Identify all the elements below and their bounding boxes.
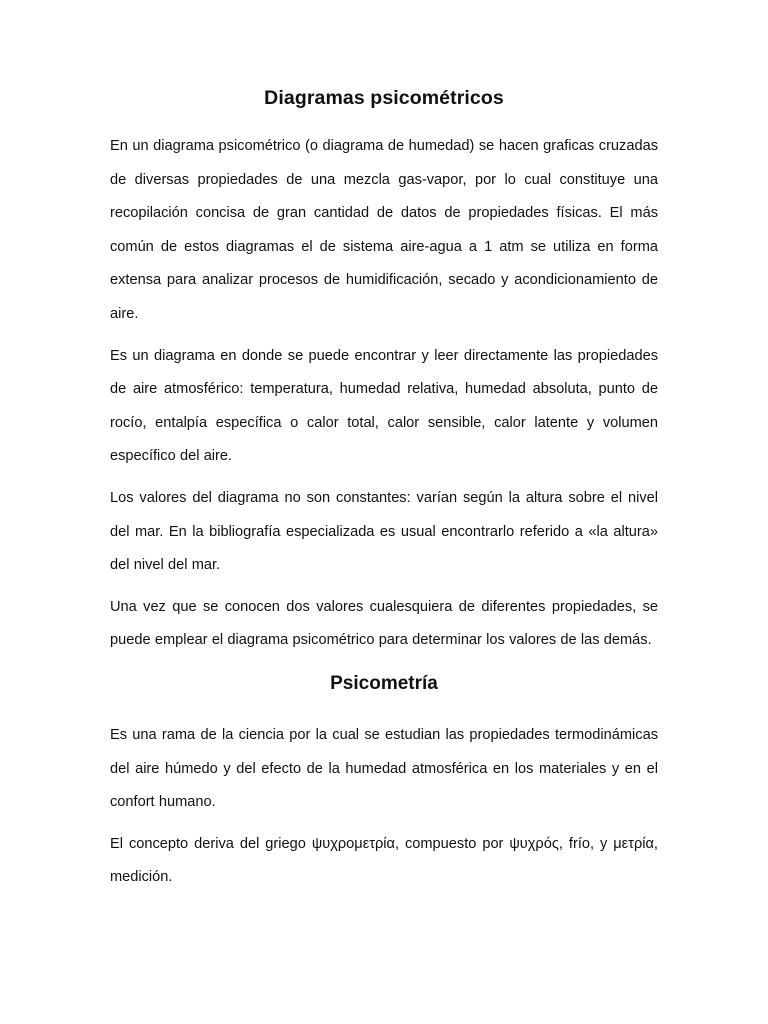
spacer <box>110 583 658 591</box>
spacer <box>110 700 658 719</box>
paragraph-psicometria-definition: Es una rama de la ciencia por la cual se estudian las propiedades termodinámicas del aire húmedo y del efecto de la humedad atmosférica en los materiales y en el confort humano. <box>110 726 658 811</box>
paragraph-altitude: Los valores del diagrama no son constantes: varían según la altura sobre el nivel del mar. En la bibliografía especializada es usual encontrarlo referido a «la altura» del nivel del mar. <box>110 489 658 574</box>
spacer <box>110 114 658 130</box>
paragraph-etymology: El concepto deriva del griego ψυχρομετρία, compuesto por ψυχρός, frío, y μετρία, medición. <box>110 835 658 886</box>
spacer <box>110 332 658 340</box>
document-title: Diagramas psicométricos <box>264 87 504 109</box>
document-content <box>110 82 658 895</box>
spacer <box>110 658 658 668</box>
paragraph-definition: En un diagrama psicométrico (o diagrama de humedad) se hacen graficas cruzadas de diversas propiedades de una mezcla gas-vapor, por lo cual constituye una recopilación concisa de gran cantidad de datos de propiedades físicas. El más común de estos diagramas el de sistema aire-agua a 1 atm se utiliza en forma extensa para analizar procesos de humidificación, secado y acondicionamiento de aire. <box>110 138 658 322</box>
section-title: Psicometría <box>330 672 438 694</box>
paragraph-usage: Una vez que se conocen dos valores cualesquiera de diferentes propiedades, se puede emplear el diagrama psicométrico para determinar los valores de las demás. <box>110 598 658 649</box>
paragraph-properties: Es un diagrama en donde se puede encontrar y leer directamente las propiedades de aire atmosférico: temperatura, humedad relativa, humedad absoluta, punto de rocío, entalpía específica o calor total, calor sensible, calor latente y volumen específico del aire. <box>110 347 658 465</box>
spacer <box>110 820 658 828</box>
spacer <box>110 474 658 482</box>
